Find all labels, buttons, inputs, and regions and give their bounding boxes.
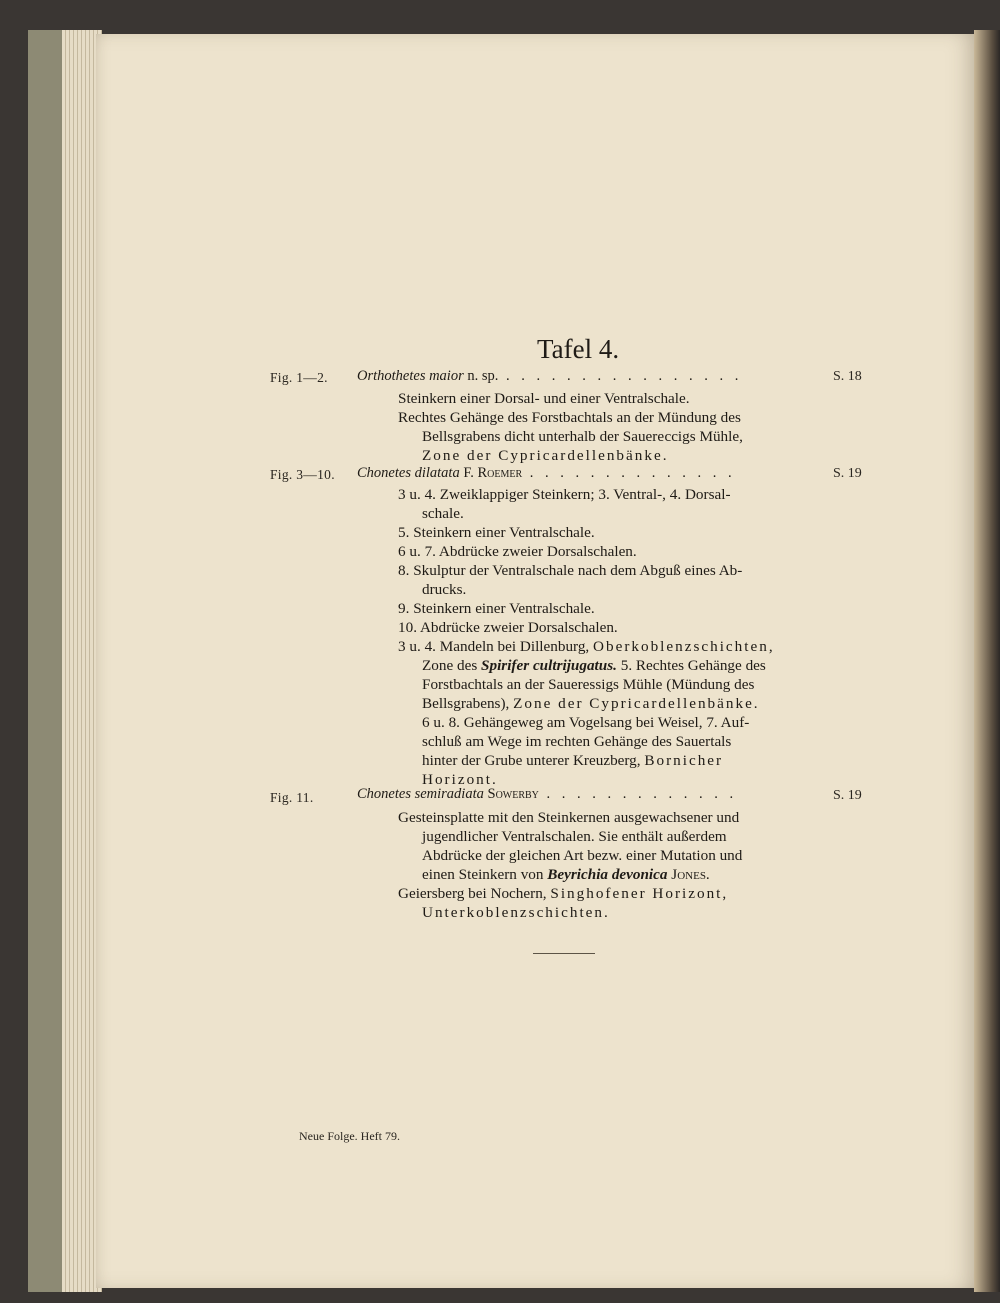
species-name: Orthothetes maior bbox=[357, 368, 464, 384]
description-line: Gesteinsplatte mit den Steinkernen ausgewachsener und bbox=[398, 809, 740, 826]
leader-dots: . . . . . . . . . . . . . . . . bbox=[498, 368, 743, 384]
locality-line: schluß am Wege im rechten Gehänge des Sauertals bbox=[422, 733, 732, 750]
locality-line bbox=[398, 637, 775, 656]
locality-line bbox=[422, 751, 723, 770]
locality-line bbox=[422, 656, 766, 675]
horizon-name: Bornicher bbox=[644, 752, 724, 769]
leader-dots: . . . . . . . . . . . . . bbox=[538, 786, 738, 802]
description-line bbox=[422, 865, 710, 884]
species-name: Chonetes semiradiata bbox=[357, 786, 484, 802]
zone-line: Zone der Cypricardellenbänke. bbox=[422, 447, 669, 464]
locality-text: Geiersberg bei Nochern, bbox=[398, 885, 547, 902]
description-line: 8. Skulptur der Ventralschale nach dem Abguß eines Ab- bbox=[398, 562, 743, 579]
locality-text: hinter der Grube unterer Kreuzberg, bbox=[422, 752, 641, 769]
section-divider bbox=[533, 953, 595, 954]
species-heading bbox=[357, 368, 825, 385]
description-line: 3 u. 4. Zweiklappiger Steinkern; 3. Ventral-, 4. Dorsal- bbox=[398, 486, 731, 503]
species-author: Sowerby bbox=[487, 786, 539, 802]
locality-line: Rechtes Gehänge des Forstbachtals an der Mündung des bbox=[398, 409, 741, 426]
locality-line: Forstbachtals an der Saueressigs Mühle (Mündung des bbox=[422, 676, 755, 693]
description-line: schale. bbox=[422, 505, 464, 522]
locality-line: Bellsgrabens dicht unterhalb der Sauerессigs Mühle, bbox=[422, 428, 743, 445]
locality-line bbox=[398, 884, 728, 903]
locality-line bbox=[422, 694, 760, 713]
locality-text: 3 u. 4. Mandeln bei Dillenburg, bbox=[398, 638, 590, 655]
figure-label: Fig. 3—10. bbox=[270, 467, 335, 482]
species-author: F. Roemer bbox=[463, 465, 523, 481]
species-name: Chonetes dilatata bbox=[357, 465, 460, 481]
page-title: Tafel 4. bbox=[537, 334, 620, 364]
page-reference: S. 19 bbox=[833, 466, 862, 481]
figure-label: Fig. 1—2. bbox=[270, 370, 328, 385]
species-author: n. sp. bbox=[467, 368, 499, 384]
locality-text: Bellsgrabens), bbox=[422, 695, 510, 712]
locality-line: 6 u. 8. Gehängeweg am Vogelsang bei Weisel, 7. Auf- bbox=[422, 714, 750, 731]
description-line: Steinkern einer Dorsal- und einer Ventralschale. bbox=[398, 390, 690, 407]
locality-text: Zone des bbox=[422, 657, 478, 674]
description-text: einen Steinkern von bbox=[422, 866, 544, 883]
cited-species: Beyrichia devonica bbox=[547, 866, 668, 883]
locality-text: 5. Rechtes Gehänge des bbox=[620, 657, 766, 674]
stratum-name: Oberkoblenzschichten, bbox=[593, 638, 775, 655]
species-heading bbox=[357, 465, 825, 482]
zone-name: Zone der Cypricardellenbänke. bbox=[513, 695, 760, 712]
horizon-line: Horizont. bbox=[422, 771, 498, 788]
horizon-name: Singhofener Horizont, bbox=[550, 885, 729, 902]
page-reference: S. 19 bbox=[833, 788, 862, 803]
species-heading bbox=[357, 786, 825, 803]
description-line: jugendlicher Ventralschalen. Sie enthält außerdem bbox=[422, 828, 727, 845]
page-reference: S. 18 bbox=[833, 369, 862, 384]
cited-author: Jones. bbox=[671, 866, 710, 883]
leader-dots: . . . . . . . . . . . . . . bbox=[522, 465, 736, 481]
description-line: 9. Steinkern einer Ventralschale. bbox=[398, 600, 595, 617]
book-gutter bbox=[974, 30, 1000, 1292]
figure-label: Fig. 11. bbox=[270, 790, 314, 805]
description-line: 6 u. 7. Abdrücke zweier Dorsalschalen. bbox=[398, 543, 637, 560]
stratum-line: Unterkoblenzschichten. bbox=[422, 904, 610, 921]
description-line: 10. Abdrücke zweier Dorsalschalen. bbox=[398, 619, 618, 636]
description-line: drucks. bbox=[422, 581, 467, 598]
page-footer: Neue Folge. Heft 79. bbox=[299, 1129, 400, 1143]
description-line: Abdrücke der gleichen Art bezw. einer Mutation und bbox=[422, 847, 743, 864]
description-line: 5. Steinkern einer Ventralschale. bbox=[398, 524, 595, 541]
zone-species: Spirifer cultrijugatus. bbox=[481, 657, 617, 674]
